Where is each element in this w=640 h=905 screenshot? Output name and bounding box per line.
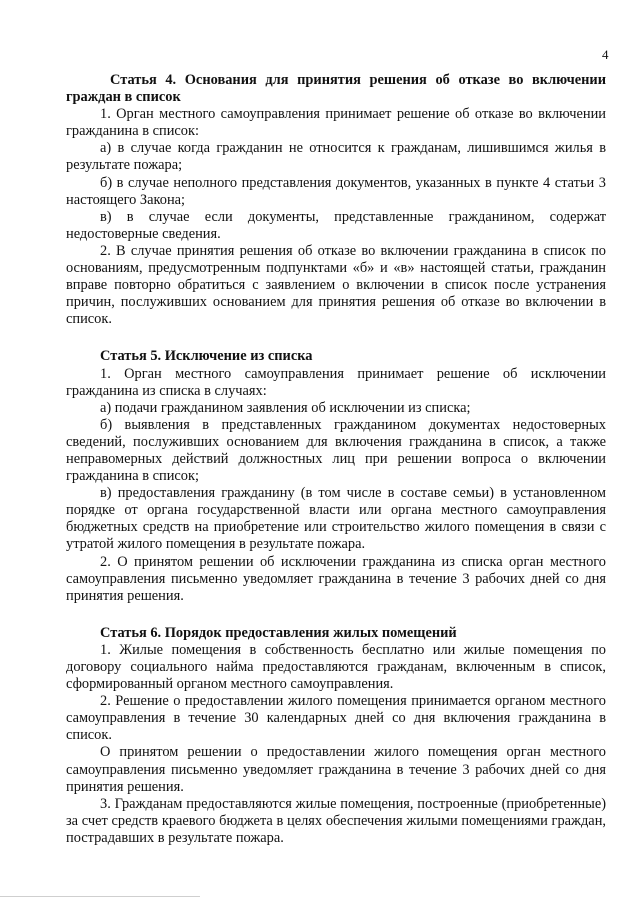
article-4-paragraph: 2. В случае принятия решения об отказе во включении гражданина в список по основаниям, предусмотренным подпунктами «б» и «в» настоящей статьи, гражданин вправе повторно обратиться с заявлением о включении в список после устранения причин, послуживших основанием для принятия решения об отказе во включении в список. <box>66 242 606 328</box>
article-5-heading: Статья 5. Исключение из списка <box>100 348 313 365</box>
article-5-paragraph: б) выявления в представленных гражданином документах недостоверных сведений, послуживших основанием для включения гражданина в список, а также неправомерных действий должностных лиц при решении вопроса о включении гражданина в список; <box>66 416 606 485</box>
article-5-section <box>66 348 606 604</box>
article-6-paragraph: 1. Жилые помещения в собственность бесплатно или жилые помещения по договору социального найма предоставляются гражданам, включенным в список, сформированный органом местного самоуправления. <box>66 641 606 693</box>
article-5-paragraph: 2. О принятом решении об исключении гражданина из списка орган местного самоуправления письменно уведомляет гражданина в течение 3 рабочих дней со дня принятия решения. <box>66 553 606 604</box>
article-5-paragraph: а) подачи гражданином заявления об исключении из списка; <box>100 399 471 416</box>
article-5-paragraph: 1. Орган местного самоуправления принимает решение об исключении гражданина из списка в случаях: <box>66 365 606 399</box>
article-4-section <box>66 72 606 328</box>
article-6-paragraph: 2. Решение о предоставлении жилого помещения принимается органом местного самоуправления в течение 30 календарных дней со дня включения гражданина в список. <box>66 693 606 744</box>
page-number: 4 <box>602 47 609 62</box>
article-4-paragraph: 1. Орган местного самоуправления принимает решение об отказе во включении гражданина в список: <box>66 106 606 140</box>
article-4-paragraph: б) в случае неполного представления документов, указанных в пункте 4 статьи 3 настоящего Закона; <box>66 174 606 208</box>
article-4-heading: Статья 4. Основания для принятия решения об отказе во включении граждан в список <box>66 72 606 106</box>
document-body <box>66 72 606 867</box>
bottom-divider <box>0 896 200 897</box>
article-6-paragraph: 3. Гражданам предоставляются жилые помещения, построенные (приобретенные) за счет средств краевого бюджета в целях обеспечения жилыми помещениями граждан, пострадавших в результате пожара. <box>66 795 606 846</box>
article-6-section <box>66 625 606 847</box>
article-6-paragraph: О принятом решении о предоставлении жилого помещения орган местного самоуправления письменно уведомляет гражданина в течение 3 рабочих дней со дня принятия решения. <box>66 744 606 795</box>
article-6-heading: Статья 6. Порядок предоставления жилых помещений <box>100 624 457 641</box>
article-4-paragraph: в) в случае если документы, представленные гражданином, содержат недостоверные сведения. <box>66 208 606 242</box>
article-4-paragraph: а) в случае когда гражданин не относится к гражданам, лишившимся жилья в результате пожара; <box>66 140 606 174</box>
article-5-paragraph: в) предоставления гражданину (в том числе в составе семьи) в установленном порядке от органа государственной власти или органа местного самоуправления бюджетных средств на приобретение или строительство жилого помещения в связи с утратой жилого помещения в результате пожара. <box>66 485 606 553</box>
